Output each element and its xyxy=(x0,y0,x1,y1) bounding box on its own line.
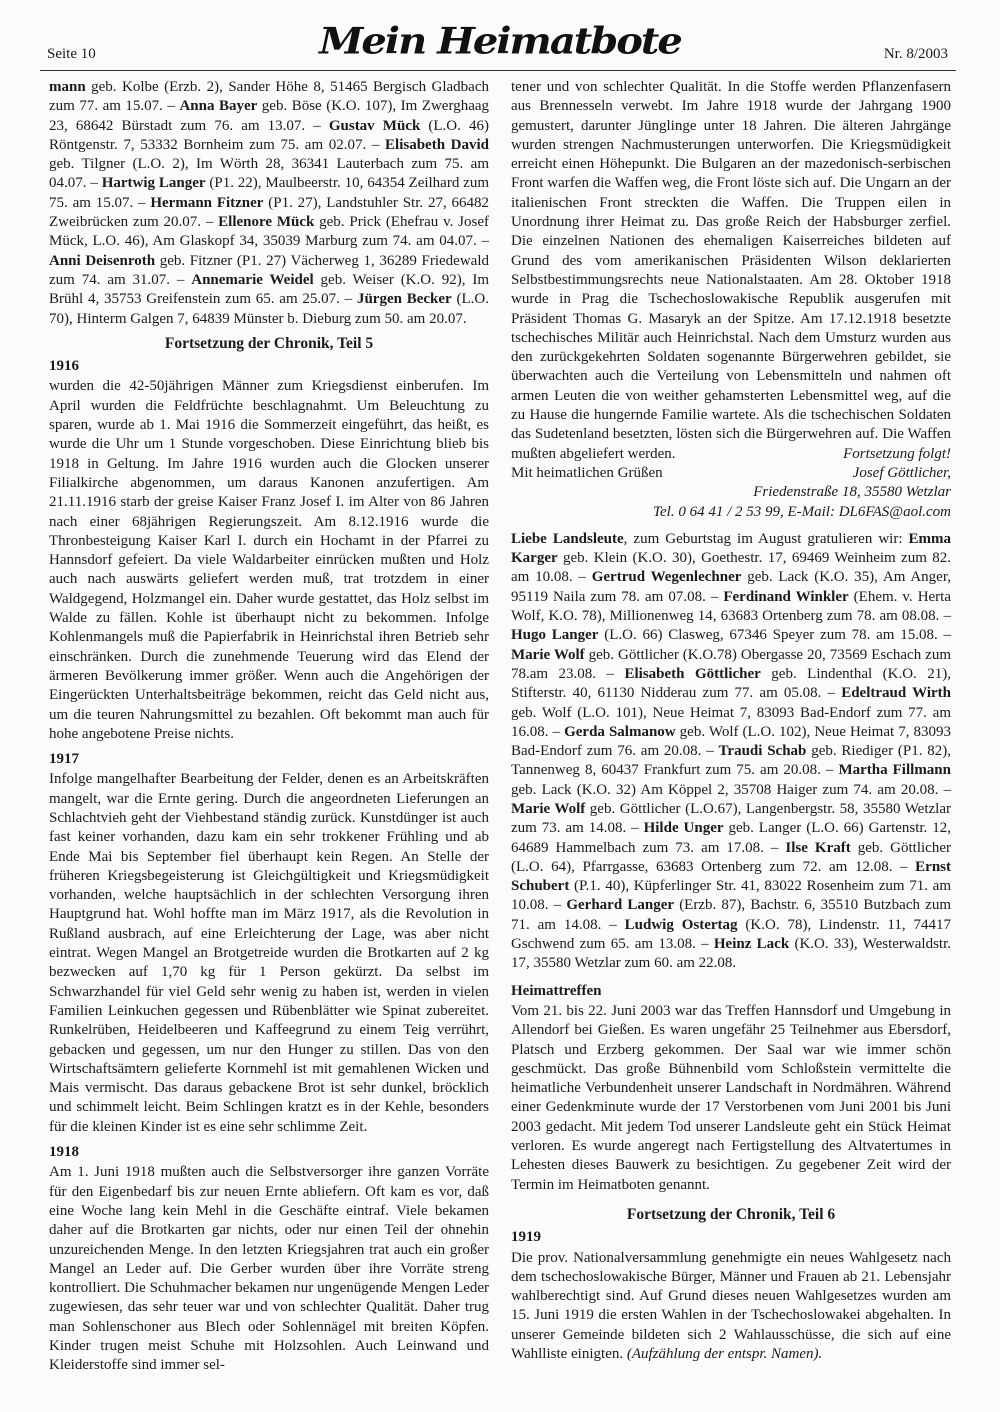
birthday-details: geb. Tilgner (L.O. 2), Im Wörth 28, 36341 Lauterbach zum 75. am 04.07. – xyxy=(49,156,489,192)
right-column xyxy=(511,78,951,1364)
aug-entries xyxy=(511,531,951,972)
masthead-title: Mein Heimatbote xyxy=(319,20,681,63)
birthday-details: (K.O. 33), Westerwaldstr. 17, 35580 Wetzlar zum 60. am 22.08. xyxy=(511,936,951,972)
aug-intro-bold: Liebe Landsleute xyxy=(511,530,624,547)
birthday-name: Ellenore Mück xyxy=(218,214,315,231)
birthday-name: Ernst Schubert xyxy=(511,858,951,895)
birthday-details: geb. Wolf (L.O. 101), Neue Heimat 7, 83093 Bad-Endorf zum 77. am 16.08. – xyxy=(511,704,951,740)
greeting: Mit heimatlichen Grüßen xyxy=(511,464,663,481)
birthday-name: Edeltraud Wirth xyxy=(841,685,951,702)
issue-number: Nr. 8/2003 xyxy=(883,46,948,62)
birthday-details: geb. Kolbe (Erzb. 2), Sander Höhe 8, 51465 Bergisch Gladbach zum 77. am 15.07. – xyxy=(49,79,489,115)
birthday-name: Elisabeth David xyxy=(385,136,489,153)
text-1918-continued xyxy=(511,78,951,464)
birthday-details: (P1. 22), Maulbeerstr. 10, 64354 Zeilhard zum 75. am 15.07. – xyxy=(49,175,490,211)
year-1917-heading: 1917 xyxy=(49,751,79,768)
birthday-name: Gerhard Langer xyxy=(566,897,675,914)
birthday-name: Emma Karger xyxy=(511,530,951,567)
birthday-name: Jürgen Becker xyxy=(356,291,452,308)
birthday-details: geb. Wolf (L.O. 102), Neue Heimat 7, 83093 Bad-Endorf zum 76. am 20.08. – xyxy=(511,723,951,760)
continued-note: Fortsetzung folgt! xyxy=(843,445,951,462)
text-1919 xyxy=(511,1249,951,1365)
signature-line xyxy=(511,464,951,483)
left-column xyxy=(49,78,489,1376)
birthday-details: geb. Göttlicher (L.O.67), Langenbergstr. 58, 35580 Wetzlar zum 73. am 14.08. – xyxy=(511,800,951,837)
birthday-name: Hermann Fitzner xyxy=(150,194,264,211)
birthday-name: Ferdinand Winkler xyxy=(723,588,849,605)
text-1919-note: (Aufzählung der entspr. Namen). xyxy=(626,1346,823,1362)
birthday-details: geb. Klein (K.O. 30), Goethestr. 17, 69469 Weinheim zum 82. am 10.08. – xyxy=(511,550,951,586)
birthday-name: Hilde Unger xyxy=(643,820,724,837)
birthday-name: Ilse Kraft xyxy=(785,839,851,856)
text-1918: Am 1. Juni 1918 mußten auch die Selbstversorger ihre ganzen Vorräte für den Eigenbedarf bis zur neuen Ernte abliefern. Oft kam es vor, daß eine Woche lang kein Mehl in die Geschäfte eintraf. Viele bekamen daher auf die Brotkarten gar nichts, oder nur einen Teil der ohnehin unzureichenden Menge. In den letzten Kriegsjahren trat auch ein großer Mangel an Leder auf. Die Gerber wurden über ihre Vorräte streng kontrolliert. Die Schuhmacher bekamen nur ungenügende Mengen Leder zugewiesen, das sehr teuer war und von schlechter Qualität. Daher trug man Sohlenschoner aus Blech oder Sohlennägel mit breiten Köpfen. Kinder trugen meist Schuhe mit Holzsohlen. Auch Leinwand und Kleiderstoffe sind immer sel- xyxy=(49,1164,489,1374)
birthday-name: Martha Fillmann xyxy=(838,762,951,779)
birthday-details: geb. Lack (K.O. 35), Am Anger, 95119 Naila zum 78. am 07.08. – xyxy=(511,569,951,605)
aug-intro-rest: , zum Geburtstag im August gratulieren wir: xyxy=(623,530,903,547)
birthday-details: geb. Lack (K.O. 32) Am Köppel 2, 35708 Haiger zum 74. am 20.08. – xyxy=(511,781,951,798)
birthday-name: Anna Bayer xyxy=(179,98,258,115)
birthday-details: (Erzb. 87), Bachstr. 6, 35510 Butzbach zum 71. am 14.08. – xyxy=(511,897,951,933)
birthday-details: geb. Prick (Ehefrau v. Josef Mück, L.O. 46), Am Glaskopf 34, 35039 Marburg zum 74. am 04.07. – xyxy=(49,214,489,250)
birthday-list-july xyxy=(49,78,489,329)
author-name: Josef Göttlicher, xyxy=(852,464,951,481)
text-1918-cont-body: tener und von schlechter Qualität. In die Stoffe werden Pflanzenfasern aus Brennesseln verwebt. Im Jahre 1918 wurde der Jahrgang 1900 gemustert, darunter Jünglinge unter 18 Jahren. Die älteren Jahrgänge wurden strengen Nachmusterungen unterworfen. Die Kriegsmüdigkeit erreicht einen Höhepunkt. Die Bulgaren an der mazedonisch-serbischen Front warfen die Waffen weg, die Front löste sich auf. Die Ungarn an der italienischen Front streckten die Waffen. Die Truppen eilen in Unordnung ihrer Heimat zu. Das große Reich der Habsburger zerfiel. Die einzelnen Nationen des ehemaligen Kaiserreiches bildeten auf Grund des vom amerikanischen Präsidenten Wilson deklarierten Selbstbestimmungsrechts neue Nationalstaaten. Am 28. Oktober 1918 wurde in Prag die Tschechoslowakische Republik ausgerufen mit Präsident Thomas G. Masaryk an der Spitze. Am 17.12.1918 besetzte tschechisches Militär auch Heinrichstal. Nach dem Umsturz wurden aus den zurückgekehrten Soldaten sogenannte Bürgerwehren gebildet, sie überwachten auch die Verteilung von Lebensmitteln und nahmen oft armen Leuten die von weither gehamsterten Lebensmittel weg, auf die zu Hause die hungernde Familie wartete. Als die tschechischen Soldaten das Sudetenland besetzten, lösten sich die Bürgerwehren auf. Die Waffen mußten abgeliefert werden. xyxy=(511,79,951,462)
birthday-name: Heinz Lack xyxy=(713,936,790,953)
year-1918-heading: 1918 xyxy=(49,1144,79,1161)
birthday-name: Ludwig Ostertag xyxy=(624,916,738,933)
birthday-details: (L.O. 46) Röntgenstr. 7, 53332 Bornheim zum 75. am 02.07. – xyxy=(49,117,489,153)
treffen-text: Vom 21. bis 22. Juni 2003 war das Treffen Hannsdorf und Umgebung in Allendorf bei Gießen. Es waren ungefähr 25 Teilnehmer aus Ebersdorf, Platsch und Erzberg gekommen. Der Saal war wie immer schön geschmückt. Das große Bühnenbild vom Schloßstein vermittelte die heimatliche Verbundenheit unserer Landschaft in Nordmähren. Während einer Gedenkminute wurde der 17 Verstorbenen vom Juni 2001 bis Juni 2003 gedacht. Mit jedem Tod unserer Landsleute geht ein Stück Heimat verloren. Es wurde angeregt nach Fertigstellung des Altvatertumes in Lehesten dieses Bauwerk zu besichtigen. Zu gegebener Zeit wird der Termin im Heimatboten genannt. xyxy=(511,1002,951,1193)
text-1916: wurden die 42-50jährigen Männer zum Kriegsdienst einberufen. Im April wurden die Feldfrüchte beschlagnahmt. Um Beleuchtung zu sparen, wurde ab 1. Mai 1916 die Sommerzeit eingeführt, das heißt, es wurde die Uhr um 1 Stunde vorgeschoben. Diese Einrichtung blieb bis 1918 in Geltung. Im Jahre 1916 wurden auch die Glocken unserer Filialkirche abgenommen, um daraus Kanonen anzufertigen. Am 21.11.1916 starb der greise Kaiser Franz Josef I. im Alter von 86 Jahren nach einer 68jährigen Regierungszeit. Am 8.12.1916 wurde die Thronbesteigung Kaiser Karl I. durch ein Hochamt in der Pfarrei zu Hannsdorf gefeiert. Da viele Waldarbeiter einrücken mußten und Holz auch nach auswärts geliefert werden muß, trat trotzdem in einer Waldgegend, Holzmangel ein. Daher wurde gestattet, das Holz selbst im Walde zu fällen. Kohle ist überhaupt nicht zu bekommen. Infolge Kohlenmangels muß die Papierfabrik in Heinrichstal ihren Betrieb sehr einschränken. Durch die zunehmende Teuerung wird das Elend der ärmeren Bevölkerung immer größer. Wenn auch die Angehörigen der Eingerückten Unterhaltsbeiträge bekommen, reicht das Geld nicht aus, um die teuren Nahrungsmittel zu bezahlen. Oft bekommt man auch für hohe angebotene Preise nichts. xyxy=(49,378,489,742)
text-1917: Infolge mangelhafter Bearbeitung der Felder, denen es an Arbeitskräften mangelt, war die Ernte gering. Durch die angeordneten Lieferungen an Schlachtvieh geht der Viehbestand ständig zurück. Kunstdünger ist auch fast keiner vorhanden, dazu kam ein sehr trokkener Frühling und ab Ende Mai bis September fiel überhaupt kein Regen. An Stelle der früheren Kriegsbegeisterung ist Gleichgültigkeit und Kriegsmüdigkeit vorhanden, welche hauptsächlich in der schlechten Versorgung ihren Hauptgrund hat. Wohl hoffte man im März 1917, als die Revolution in Rußland ausbrach, auf eine Erleichterung der Lage, was aber nicht eintrat. Wegen Mangel an Brotgetreide wurden die Brotkarten auf 2 kg bezwecken auf 1,70 kg für 1 Person gekürzt. Da selbst im Schwarzhandel für viel Geld sehr wenig zu haben ist, werden in vielen Familien Leinkuchen gegessen und Rübenblätter wie Spinat zubereitet. Runkelrüben, Heidelbeeren und Kaffeegrund zu einem Teig verrührt, gebacken und gegessen, um nur den Hunger zu stillen. Das von den Wirtschaftsämtern gelieferte Kornmehl ist mit gemahlenen Wicken und Mais vermischt. Das daraus gebackene Brot ist sehr dunkel, bröcklich und schimmelt leicht. Beim Schlingen kratzt es in der Kehle, besonders für die kleinen Kinder ist es eine sehr schlimme Zeit. xyxy=(49,771,489,1135)
birthday-details: (L.O. 70), Hinterm Galgen 7, 64839 Münster b. Dieburg zum 50. am 20.07. xyxy=(49,291,489,327)
year-1916-heading: 1916 xyxy=(49,358,79,375)
birthday-name: Hartwig Langer xyxy=(101,175,206,192)
birthday-details: (P.1. 40), Küpferlinger Str. 41, 83022 Rosenheim zum 71. am 10.08. – xyxy=(511,878,951,914)
birthday-name: mann xyxy=(49,79,86,95)
birthday-details: geb. Göttlicher (K.O.78) Obergasse 20, 73569 Eschach zum 78.am 23.08. – xyxy=(511,646,951,682)
birthday-details: (K.O. 78), Lindenstr. 11, 74417 Gschwend zum 65. am 13.08. – xyxy=(511,916,951,953)
birthday-name: Gertrud Wegenlechner xyxy=(591,569,742,586)
birthday-name: Marie Wolf xyxy=(511,800,586,817)
author-contact: Tel. 0 64 41 / 2 53 99, E-Mail: DL6FAS@aol.com xyxy=(653,503,951,520)
birthday-list-august xyxy=(511,530,951,974)
birthday-details: geb. Böse (K.O. 107), Im Zwerghaag 23, 68642 Bürstadt zum 76. am 13.07. – xyxy=(49,98,490,134)
birthday-details: geb. Weiser (K.O. 92), Im Brühl 4, 35753 Greifenstein zum 65. am 25.07. – xyxy=(49,271,489,308)
birthday-name: Elisabeth Göttlicher xyxy=(624,665,761,682)
birthday-name: Hugo Langer xyxy=(511,627,599,644)
header-rule xyxy=(40,70,956,71)
birthday-name: Traudi Schab xyxy=(718,743,807,760)
birthday-name: Marie Wolf xyxy=(511,646,585,663)
author-address: Friedenstraße 18, 35580 Wetzlar xyxy=(753,484,951,501)
birthday-name: Anni Deisenroth xyxy=(49,252,156,269)
birthday-details: (Ehem. v. Herta Wolf, K.O. 78), Millionenweg 14, 63683 Ortenberg zum 78. am 08.08. – xyxy=(511,588,951,625)
chronik-part6-heading: Fortsetzung der Chronik, Teil 6 xyxy=(626,1205,836,1223)
year-1919-heading: 1919 xyxy=(511,1229,541,1246)
birthday-name: Gerda Salmanow xyxy=(564,723,676,740)
birthday-details: geb. Göttlicher (L.O. 64), Pfarrgasse, 63683 Ortenberg zum 72. am 12.08. – xyxy=(511,839,951,875)
treffen-heading: Heimattreffen xyxy=(511,982,602,999)
page-header xyxy=(0,0,1000,72)
birthday-details: (L.O. 66) Clasweg, 67346 Speyer zum 78. am 15.08. – xyxy=(598,627,951,644)
birthday-details: geb. Riediger (P1. 82), Tannenweg 8, 60437 Frankfurt zum 75. am 20.08. – xyxy=(511,743,951,779)
birthday-details: geb. Fitzner (P1. 27) Vächerweg 1, 36289 Friedewald zum 74. am 31.07. – xyxy=(49,252,489,288)
birthday-name: Annemarie Weidel xyxy=(191,271,314,288)
text-1919-body: Die prov. Nationalversammlung genehmigte ein neues Wahlgesetz nach dem tschechoslowakische Bürger, Männer und Frauen ab 21. Lebensjahr wahlberechtigt sind. Auf Grund dieses neuen Wahlgesetzes wurden am 15. Juni 1919 die ersten Wahlen in der Tschechoslowakei abgehalten. In unserer Gemeinde bildeten sich 2 Wahlausschüsse, die sich auf eine Wahlliste einigten. xyxy=(511,1249,951,1362)
birthday-name: Gustav Mück xyxy=(328,117,421,134)
chronik-part5-heading: Fortsetzung der Chronik, Teil 5 xyxy=(164,334,374,352)
birthday-details: geb. Langer (L.O. 66) Gartenstr. 12, 64689 Hammelbach zum 73. am 17.08. – xyxy=(511,820,951,856)
birthday-details: (P1. 27), Landstuhler Str. 27, 66482 Zweibrücken zum 20.07. – xyxy=(49,194,490,231)
page-number: Seite 10 xyxy=(47,46,96,62)
birthday-details: geb. Lindenthal (K.O. 21), Stifterstr. 40, 61130 Nidderau zum 77. am 05.08. – xyxy=(511,665,952,702)
